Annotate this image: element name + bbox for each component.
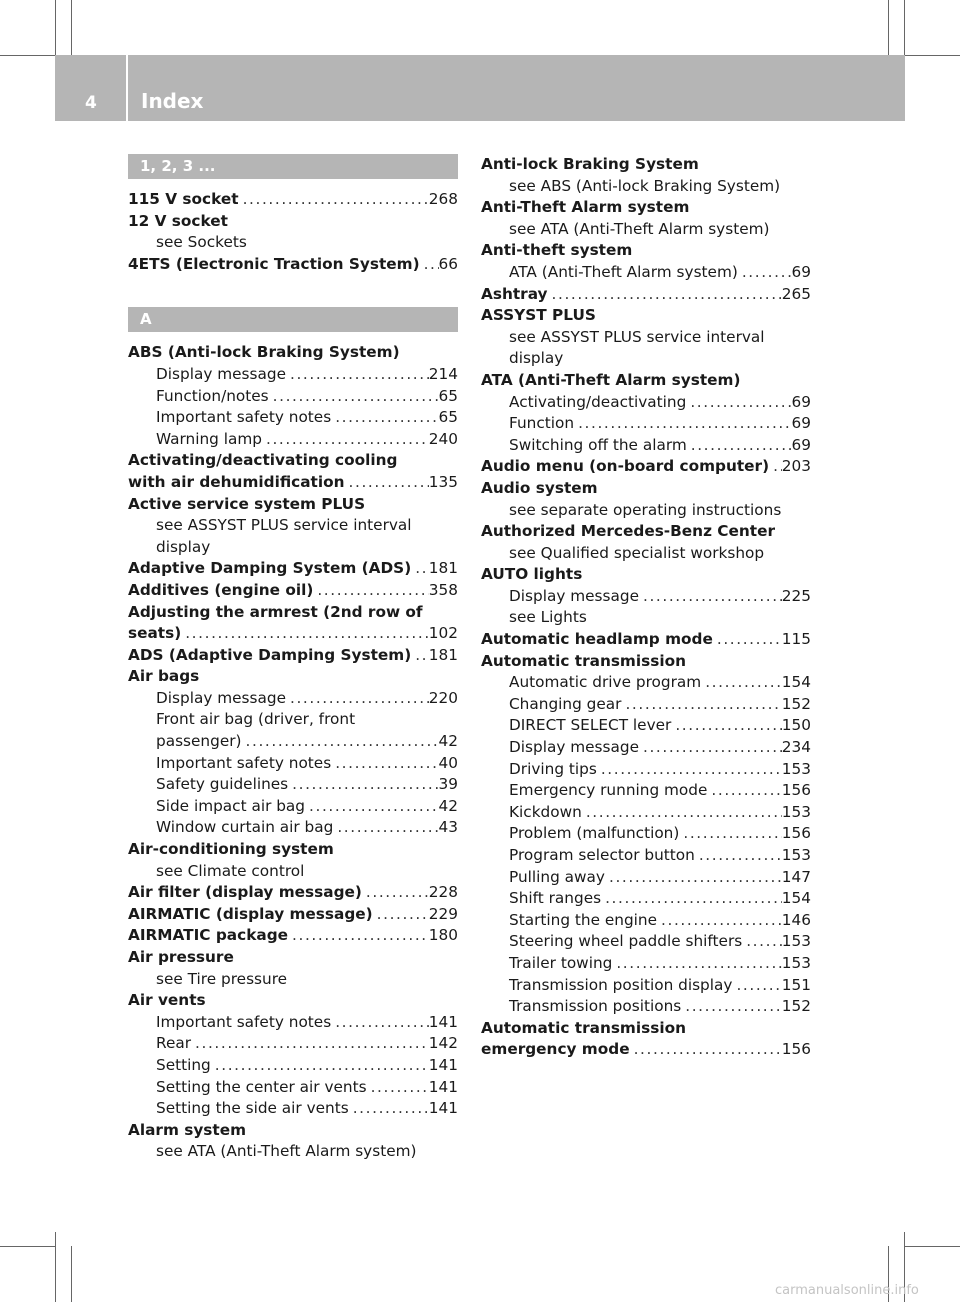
index-subentry bbox=[128, 1033, 458, 1055]
index-subentry bbox=[481, 219, 811, 241]
dot-leader bbox=[742, 931, 782, 953]
dot-leader bbox=[597, 759, 782, 781]
index-subentry bbox=[128, 796, 458, 818]
entry-text: see ABS (Anti-lock Braking System) bbox=[509, 176, 781, 195]
index-subentry bbox=[481, 262, 811, 284]
page-reference[interactable]: 152 bbox=[781, 997, 811, 1016]
entry-text: Activating/deactivating cooling bbox=[128, 451, 398, 470]
crop-mark bbox=[905, 1246, 960, 1247]
entry-text: Program selector button bbox=[509, 846, 695, 864]
dot-leader bbox=[621, 694, 781, 716]
entry-text: Automatic transmission bbox=[481, 651, 686, 670]
index-subentry bbox=[128, 232, 458, 254]
index-subentry bbox=[481, 392, 811, 414]
dot-leader bbox=[601, 888, 782, 910]
index-entry bbox=[128, 472, 458, 494]
index-entry bbox=[481, 197, 811, 219]
section-heading: 1, 2, 3 ... bbox=[128, 154, 458, 179]
index-column-left bbox=[128, 154, 458, 1163]
crop-mark bbox=[0, 1246, 55, 1247]
dot-leader bbox=[349, 1098, 429, 1120]
index-subentry bbox=[481, 910, 811, 932]
page-reference[interactable]: 141 bbox=[428, 1099, 458, 1118]
index-entry bbox=[128, 666, 458, 688]
dot-leader bbox=[713, 629, 782, 651]
index-entry bbox=[128, 580, 458, 602]
page-reference[interactable]: 180 bbox=[428, 926, 458, 945]
entry-text: passenger) bbox=[156, 732, 242, 751]
dot-leader bbox=[242, 731, 439, 753]
entry-text: Automatic drive program bbox=[509, 673, 702, 692]
entry-text: Warning lamp bbox=[156, 429, 262, 448]
dot-leader bbox=[639, 737, 782, 759]
page-reference[interactable]: 181 bbox=[428, 645, 458, 664]
entry-text: Front air bag (driver, front bbox=[156, 710, 356, 729]
entry-text: DIRECT SELECT lever bbox=[509, 716, 672, 735]
index-subentry bbox=[128, 1077, 458, 1099]
entry-text: Setting bbox=[156, 1055, 211, 1074]
index-subentry bbox=[128, 364, 458, 386]
crop-mark bbox=[905, 55, 960, 56]
dot-leader bbox=[331, 407, 438, 429]
index-subentry bbox=[481, 931, 811, 953]
index-entry bbox=[128, 904, 458, 926]
dot-leader bbox=[313, 580, 428, 602]
index-subentry bbox=[128, 407, 458, 429]
crop-mark bbox=[55, 1232, 56, 1302]
page-reference[interactable]: 115 bbox=[781, 630, 811, 649]
page-reference[interactable]: 225 bbox=[781, 586, 811, 605]
dot-leader bbox=[286, 364, 429, 386]
page-reference[interactable]: 154 bbox=[781, 673, 811, 692]
page-reference[interactable]: 203 bbox=[781, 457, 811, 476]
dot-leader bbox=[288, 774, 438, 796]
dot-leader bbox=[262, 429, 429, 451]
entry-text: Safety guidelines bbox=[156, 775, 289, 794]
dot-leader bbox=[331, 1012, 429, 1034]
index-subentry bbox=[481, 543, 811, 565]
index-entry bbox=[128, 882, 458, 904]
entry-text: Rear bbox=[156, 1034, 192, 1053]
index-subentry bbox=[128, 1098, 458, 1120]
entry-text: Active service system PLUS bbox=[128, 494, 366, 513]
entry-text: Anti-Theft Alarm system bbox=[481, 198, 690, 217]
page-header bbox=[55, 55, 905, 121]
index-entry bbox=[481, 629, 811, 651]
page-reference[interactable]: 220 bbox=[428, 688, 458, 707]
crop-mark bbox=[55, 0, 56, 55]
index-subentry bbox=[481, 348, 811, 370]
page-reference[interactable]: 42 bbox=[438, 796, 458, 815]
entry-text: Driving tips bbox=[509, 759, 597, 778]
page-reference[interactable]: 240 bbox=[428, 429, 458, 448]
page-reference[interactable]: 153 bbox=[781, 953, 811, 972]
index-subentry bbox=[481, 759, 811, 781]
page-reference[interactable]: 142 bbox=[428, 1034, 458, 1053]
dot-leader bbox=[286, 688, 429, 710]
crop-mark bbox=[71, 1246, 72, 1302]
page-reference[interactable]: 153 bbox=[781, 802, 811, 821]
index-entry bbox=[128, 602, 458, 624]
entry-text: see Tire pressure bbox=[156, 969, 288, 988]
entry-text: AIRMATIC (display message) bbox=[128, 904, 373, 923]
dot-leader bbox=[657, 910, 782, 932]
index-subentry bbox=[481, 802, 811, 824]
entry-text: Display message bbox=[509, 586, 639, 605]
index-entry bbox=[128, 1120, 458, 1142]
page-reference[interactable]: 150 bbox=[781, 716, 811, 735]
entry-text: AUTO lights bbox=[481, 565, 583, 584]
index-entry bbox=[128, 189, 458, 211]
index-entry bbox=[128, 254, 458, 276]
dot-leader bbox=[345, 472, 429, 494]
dot-leader bbox=[411, 558, 429, 580]
entry-text: Side impact air bag bbox=[156, 796, 306, 815]
entry-text: see separate operating instructions bbox=[509, 500, 782, 519]
dot-leader bbox=[331, 753, 438, 775]
entry-text: Air bags bbox=[128, 667, 200, 686]
index-entry bbox=[481, 305, 811, 327]
index-entry bbox=[128, 211, 458, 233]
page-reference[interactable]: 42 bbox=[438, 732, 458, 751]
entry-text: Important safety notes bbox=[156, 753, 332, 772]
entry-text: display bbox=[156, 537, 211, 556]
page-reference[interactable]: 181 bbox=[428, 559, 458, 578]
entry-text: Function/notes bbox=[156, 386, 269, 405]
index-subentry bbox=[481, 823, 811, 845]
page-reference[interactable]: 69 bbox=[791, 435, 811, 454]
index-entry bbox=[481, 370, 811, 392]
crop-mark bbox=[71, 0, 72, 55]
page-number: 4 bbox=[85, 93, 97, 113]
entry-text: Authorized Mercedes-Benz Center bbox=[481, 522, 776, 541]
index-entry bbox=[481, 1039, 811, 1061]
index-subentry bbox=[481, 867, 811, 889]
index-entry bbox=[481, 521, 811, 543]
dot-leader bbox=[687, 435, 792, 457]
entry-text: ASSYST PLUS bbox=[481, 306, 596, 325]
entry-text: see Lights bbox=[509, 608, 587, 627]
entry-text: AIRMATIC package bbox=[128, 926, 289, 945]
entry-text: ATA (Anti-Theft Alarm system) bbox=[481, 370, 741, 389]
index-subentry bbox=[128, 817, 458, 839]
dot-leader bbox=[574, 413, 791, 435]
page-reference[interactable]: 65 bbox=[438, 386, 458, 405]
page-reference[interactable]: 135 bbox=[428, 472, 458, 491]
dot-leader bbox=[411, 645, 429, 667]
entry-text: ADS (Adaptive Damping System) bbox=[128, 645, 412, 664]
section-gap bbox=[128, 275, 458, 307]
page-reference[interactable]: 265 bbox=[781, 284, 811, 303]
dot-leader bbox=[288, 925, 429, 947]
index-entry bbox=[128, 450, 458, 472]
entry-text: see Climate control bbox=[156, 861, 305, 880]
header-divider bbox=[126, 55, 128, 121]
entry-text: Adaptive Damping System (ADS) bbox=[128, 559, 412, 578]
dot-leader bbox=[769, 456, 782, 478]
page-reference[interactable]: 153 bbox=[781, 846, 811, 864]
entry-text: ATA (Anti-Theft Alarm system) bbox=[509, 262, 738, 281]
index-subentry bbox=[481, 435, 811, 457]
entry-text: display bbox=[509, 349, 564, 368]
entry-text: Activating/deactivating bbox=[509, 392, 687, 411]
dot-leader bbox=[548, 284, 782, 306]
page-reference[interactable]: 156 bbox=[781, 781, 811, 800]
entry-text: Anti-lock Braking System bbox=[481, 155, 699, 173]
index-subentry bbox=[481, 607, 811, 629]
index-subentry bbox=[481, 694, 811, 716]
dot-leader bbox=[605, 867, 782, 889]
entry-text: Important safety notes bbox=[156, 1012, 332, 1031]
entry-text: Problem (malfunction) bbox=[509, 824, 680, 843]
index-subentry bbox=[481, 327, 811, 349]
page-reference[interactable]: 65 bbox=[438, 408, 458, 427]
page-reference[interactable]: 102 bbox=[428, 624, 458, 643]
dot-leader bbox=[269, 386, 439, 408]
index-entry bbox=[481, 478, 811, 500]
dot-leader bbox=[362, 882, 429, 904]
index-subentry bbox=[128, 688, 458, 710]
crop-mark bbox=[0, 55, 55, 56]
entry-text: 115 V socket bbox=[128, 190, 239, 208]
index-subentry bbox=[481, 888, 811, 910]
entry-text: see ATA (Anti-Theft Alarm system) bbox=[509, 219, 770, 238]
dot-leader bbox=[679, 823, 781, 845]
entry-text: 4ETS (Electronic Traction System) bbox=[128, 254, 420, 273]
page-reference[interactable]: 146 bbox=[781, 910, 811, 929]
page-reference[interactable]: 358 bbox=[428, 580, 458, 599]
index-subentry bbox=[481, 413, 811, 435]
index-subentry bbox=[481, 996, 811, 1018]
index-subentry bbox=[481, 176, 811, 198]
page-reference[interactable]: 156 bbox=[781, 824, 811, 843]
index-entry bbox=[128, 623, 458, 645]
index-entry bbox=[128, 558, 458, 580]
dot-leader bbox=[367, 1077, 429, 1099]
entry-text: Air filter (display message) bbox=[128, 883, 362, 902]
index-entry bbox=[481, 240, 811, 262]
index-subentry bbox=[481, 715, 811, 737]
index-subentry bbox=[128, 1141, 458, 1163]
entry-text: Air pressure bbox=[128, 948, 234, 966]
entry-text: Window curtain air bag bbox=[156, 818, 334, 837]
page-reference[interactable]: 153 bbox=[781, 759, 811, 778]
dot-leader bbox=[582, 802, 782, 824]
dot-leader bbox=[373, 904, 429, 926]
index-entry bbox=[128, 947, 458, 969]
dot-leader bbox=[701, 672, 782, 694]
dot-leader bbox=[681, 996, 782, 1018]
index-subentry bbox=[481, 953, 811, 975]
index-entry bbox=[128, 925, 458, 947]
index-subentry bbox=[481, 845, 811, 867]
entry-text: Additives (engine oil) bbox=[128, 580, 314, 599]
index-entry bbox=[481, 154, 811, 176]
dot-leader bbox=[612, 953, 781, 975]
entry-text: Transmission positions bbox=[509, 997, 682, 1016]
dot-leader bbox=[333, 817, 438, 839]
index-entry bbox=[128, 839, 458, 861]
index-entry bbox=[128, 342, 458, 364]
dot-leader bbox=[738, 262, 792, 284]
page-reference[interactable]: 69 bbox=[791, 414, 811, 433]
index-subentry bbox=[481, 586, 811, 608]
page-reference[interactable]: 147 bbox=[781, 867, 811, 886]
index-subentry bbox=[481, 672, 811, 694]
entry-text: see ATA (Anti-Theft Alarm system) bbox=[156, 1142, 417, 1161]
dot-leader bbox=[181, 623, 429, 645]
index-subentry bbox=[481, 975, 811, 997]
index-subentry bbox=[128, 709, 458, 731]
index-subentry bbox=[481, 737, 811, 759]
page-reference[interactable]: 141 bbox=[428, 1077, 458, 1096]
entry-text: Ashtray bbox=[481, 284, 548, 303]
entry-text: seats) bbox=[128, 624, 182, 643]
page-reference[interactable]: 214 bbox=[428, 364, 458, 383]
dot-leader bbox=[211, 1055, 429, 1077]
index-entry bbox=[481, 564, 811, 586]
page-reference[interactable]: 141 bbox=[428, 1055, 458, 1074]
index-subentry bbox=[481, 500, 811, 522]
page-reference[interactable]: 151 bbox=[781, 975, 811, 994]
entry-text: Display message bbox=[156, 364, 286, 383]
dot-leader bbox=[695, 845, 782, 867]
page-reference[interactable]: 152 bbox=[781, 694, 811, 713]
entry-text: with air dehumidification bbox=[128, 472, 345, 491]
dot-leader bbox=[191, 1033, 429, 1055]
entry-text: Air-conditioning system bbox=[128, 840, 334, 859]
page-reference[interactable]: 69 bbox=[791, 392, 811, 411]
page-reference[interactable]: 43 bbox=[438, 818, 458, 837]
entry-text: Function bbox=[509, 414, 575, 433]
index-entry bbox=[128, 990, 458, 1012]
entry-text: see ASSYST PLUS service interval bbox=[509, 327, 765, 346]
dot-leader bbox=[732, 975, 781, 997]
entry-text: Display message bbox=[156, 688, 286, 707]
entry-text: Adjusting the armrest (2nd row of bbox=[128, 602, 423, 621]
index-subentry bbox=[128, 753, 458, 775]
entry-text: Anti-theft system bbox=[481, 241, 633, 260]
page-reference[interactable]: 234 bbox=[781, 738, 811, 757]
index-subentry bbox=[128, 774, 458, 796]
dot-leader bbox=[639, 586, 782, 608]
entry-text: ABS (Anti-lock Braking System) bbox=[128, 343, 400, 362]
entry-text: Pulling away bbox=[509, 867, 605, 886]
index-entry bbox=[481, 651, 811, 673]
crop-mark bbox=[904, 0, 905, 55]
index-entry bbox=[128, 494, 458, 516]
page-reference[interactable]: 69 bbox=[791, 262, 811, 281]
index-subentry bbox=[128, 386, 458, 408]
index-subentry bbox=[128, 969, 458, 991]
entry-text: Starting the engine bbox=[509, 910, 658, 929]
index-subentry bbox=[128, 1055, 458, 1077]
dot-leader bbox=[671, 715, 781, 737]
page-reference[interactable]: 268 bbox=[428, 190, 458, 208]
index-entry bbox=[481, 284, 811, 306]
entry-text: Setting the center air vents bbox=[156, 1077, 367, 1096]
entry-text: Trailer towing bbox=[509, 953, 613, 972]
page-reference[interactable]: 229 bbox=[428, 904, 458, 923]
index-subentry bbox=[128, 1012, 458, 1034]
dot-leader bbox=[630, 1039, 782, 1061]
index-entry bbox=[481, 1018, 811, 1040]
entry-text: Changing gear bbox=[509, 694, 622, 713]
page-reference[interactable]: 141 bbox=[428, 1012, 458, 1031]
entry-text: Alarm system bbox=[128, 1120, 247, 1139]
watermark: carmanualsonline.info bbox=[775, 1283, 919, 1298]
page-reference[interactable]: 39 bbox=[438, 775, 458, 794]
index-subentry bbox=[128, 537, 458, 559]
entry-text: Automatic transmission bbox=[481, 1018, 686, 1037]
entry-text: Air vents bbox=[128, 991, 206, 1010]
entry-text: Audio system bbox=[481, 478, 598, 497]
entry-text: see Sockets bbox=[156, 233, 247, 252]
index-subentry bbox=[481, 780, 811, 802]
entry-text: 12 V socket bbox=[128, 211, 228, 230]
page-title: Index bbox=[141, 89, 204, 113]
index-entry bbox=[481, 456, 811, 478]
page-reference[interactable]: 66 bbox=[438, 254, 458, 273]
index-column-right bbox=[481, 154, 811, 1061]
entry-text: Kickdown bbox=[509, 802, 582, 821]
entry-text: Switching off the alarm bbox=[509, 435, 687, 454]
page-reference[interactable]: 154 bbox=[781, 889, 811, 908]
entry-text: Setting the side air vents bbox=[156, 1099, 349, 1118]
entry-text: Automatic headlamp mode bbox=[481, 630, 713, 649]
entry-text: Shift ranges bbox=[509, 889, 602, 908]
entry-text: Important safety notes bbox=[156, 408, 332, 427]
dot-leader bbox=[239, 189, 429, 211]
index-subentry bbox=[128, 731, 458, 753]
entry-text: see Qualified specialist workshop bbox=[509, 543, 765, 562]
page-reference[interactable]: 228 bbox=[428, 883, 458, 902]
index-subentry bbox=[128, 429, 458, 451]
dot-leader bbox=[686, 392, 791, 414]
entry-text: Steering wheel paddle shifters bbox=[509, 932, 743, 951]
page-reference[interactable]: 40 bbox=[438, 753, 458, 772]
entry-text: Emergency running mode bbox=[509, 781, 708, 800]
entry-text: Audio menu (on-board computer) bbox=[481, 457, 770, 476]
entry-text: Transmission position display bbox=[509, 975, 733, 994]
section-heading: A bbox=[128, 307, 458, 332]
crop-mark bbox=[888, 0, 889, 55]
page-reference[interactable]: 156 bbox=[781, 1040, 811, 1059]
index-subentry bbox=[128, 861, 458, 883]
page-reference[interactable]: 153 bbox=[781, 932, 811, 951]
entry-text: emergency mode bbox=[481, 1040, 630, 1059]
entry-text: Display message bbox=[509, 738, 639, 757]
dot-leader bbox=[707, 780, 781, 802]
dot-leader bbox=[420, 254, 439, 276]
index-subentry bbox=[128, 515, 458, 537]
index-entry bbox=[128, 645, 458, 667]
entry-text: see ASSYST PLUS service interval bbox=[156, 516, 412, 535]
dot-leader bbox=[305, 796, 439, 818]
